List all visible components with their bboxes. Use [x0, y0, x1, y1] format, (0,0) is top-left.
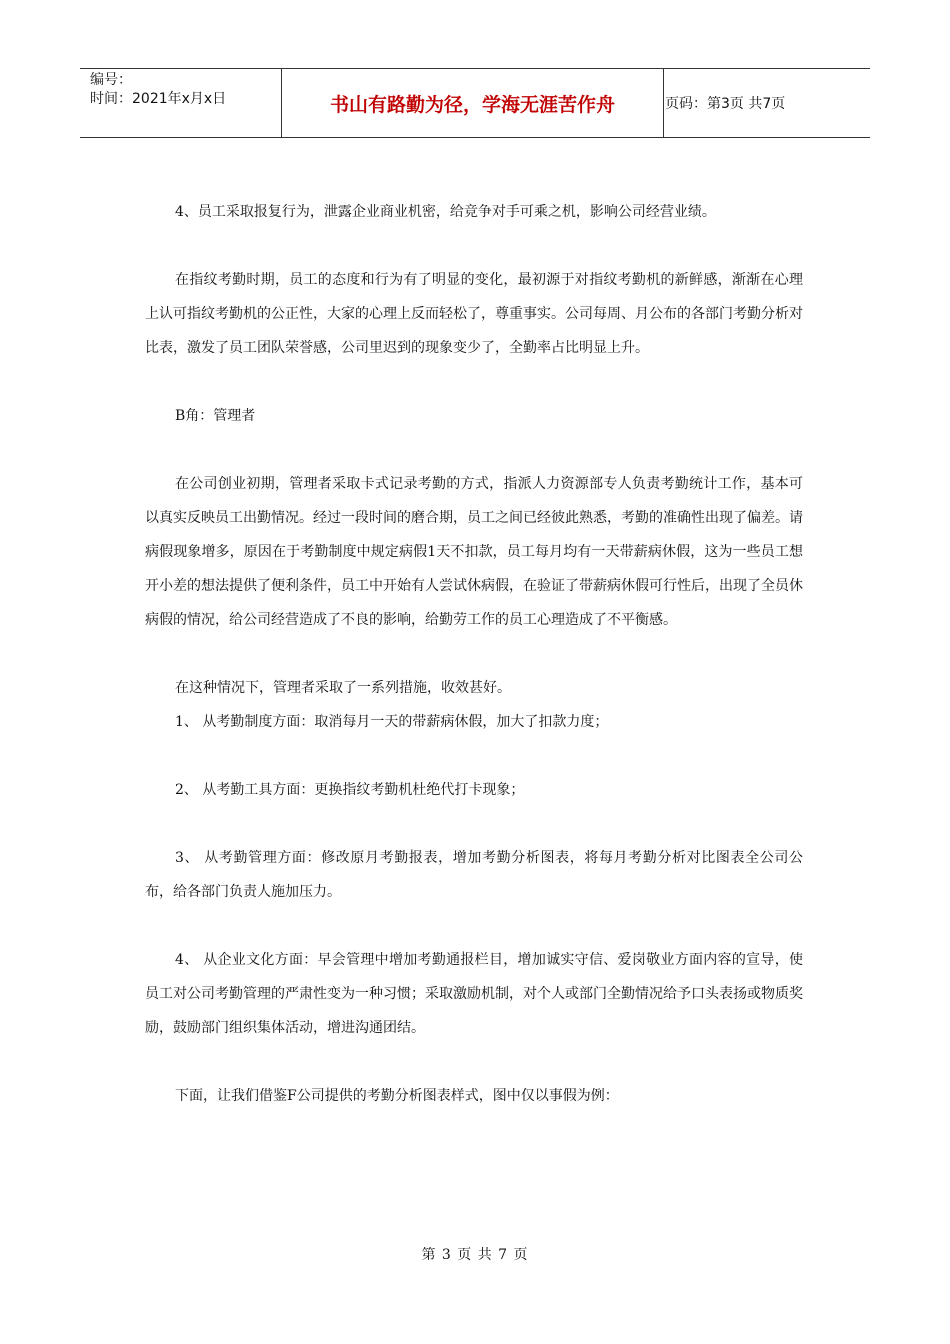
document-date: 时间：2021年x月x日: [90, 91, 227, 107]
section-heading: B角：管理者: [175, 408, 256, 424]
header-right-cell: [663, 69, 870, 137]
list-item: 2、 从考勤工具方面：更换指纹考勤机杜绝代打卡现象；: [175, 782, 525, 798]
paragraph: 4、员工采取报复行为，泄露企业商业机密，给竞争对手可乘之机，影响公司经营业绩。: [175, 204, 716, 220]
paragraph: 下面，让我们借鉴F公司提供的考勤分析图表样式，图中仅以事假为例：: [175, 1088, 619, 1104]
page-footer: 第 3 页 共 7 页: [421, 1247, 529, 1263]
list-item: 1、 从考勤制度方面：取消每月一天的带薪病休假，加大了扣款力度；: [175, 714, 609, 730]
header-left-cell: [80, 69, 280, 137]
header-motto: 书山有路勤为径，学海无涯苦作舟: [329, 93, 615, 116]
paragraph: 在指纹考勤时期，员工的态度和行为有了明显的变化，最初源于对指纹考勤机的新鲜感，渐渐在心理上认可指纹考勤机的公正性，大家的心理上反而轻松了，尊重事实。公司每周、月公布的各部门考勤分析对比表，激发了员工团队荣誉感，公司里迟到的现象变少了，全勤率占比明显上升。: [145, 272, 803, 356]
document-number: 编号：: [90, 72, 132, 88]
list-item: 3、 从考勤管理方面：修改原月考勤报表，增加考勤分析图表，将每月考勤分析对比图表全公司公布，给各部门负责人施加压力。: [145, 850, 803, 900]
paragraph: 在公司创业初期，管理者采取卡式记录考勤的方式，指派人力资源部专人负责考勤统计工作，基本可以真实反映员工出勤情况。经过一段时间的磨合期，员工之间已经彼此熟悉，考勤的准确性出现了偏差。请病假现象增多，原因在于考勤制度中规定病假1天不扣款，员工每月均有一天带薪病休假，这为一些员工想开小差的想法提供了便利条件，员工中开始有人尝试休病假，在验证了带薪病休假可行性后，出现了全员休病假的情况，给公司经营造成了不良的影响，给勤劳工作的员工心理造成了不平衡感。: [145, 476, 803, 628]
document-body: [145, 195, 803, 1113]
list-item: 4、 从企业文化方面：早会管理中增加考勤通报栏目，增加诚实守信、爱岗敬业方面内容的宣导，使员工对公司考勤管理的严肃性变为一种习惯；采取激励机制，对个人或部门全勤情况给予口头表扬或物质奖励，鼓励部门组织集体活动，增进沟通团结。: [145, 952, 803, 1036]
page-header: [80, 68, 870, 138]
paragraph: 在这种情况下，管理者采取了一系列措施，收效甚好。: [175, 680, 511, 696]
header-middle-cell: [281, 69, 664, 137]
header-page-number: 页码：第3页 共7页: [665, 96, 786, 112]
